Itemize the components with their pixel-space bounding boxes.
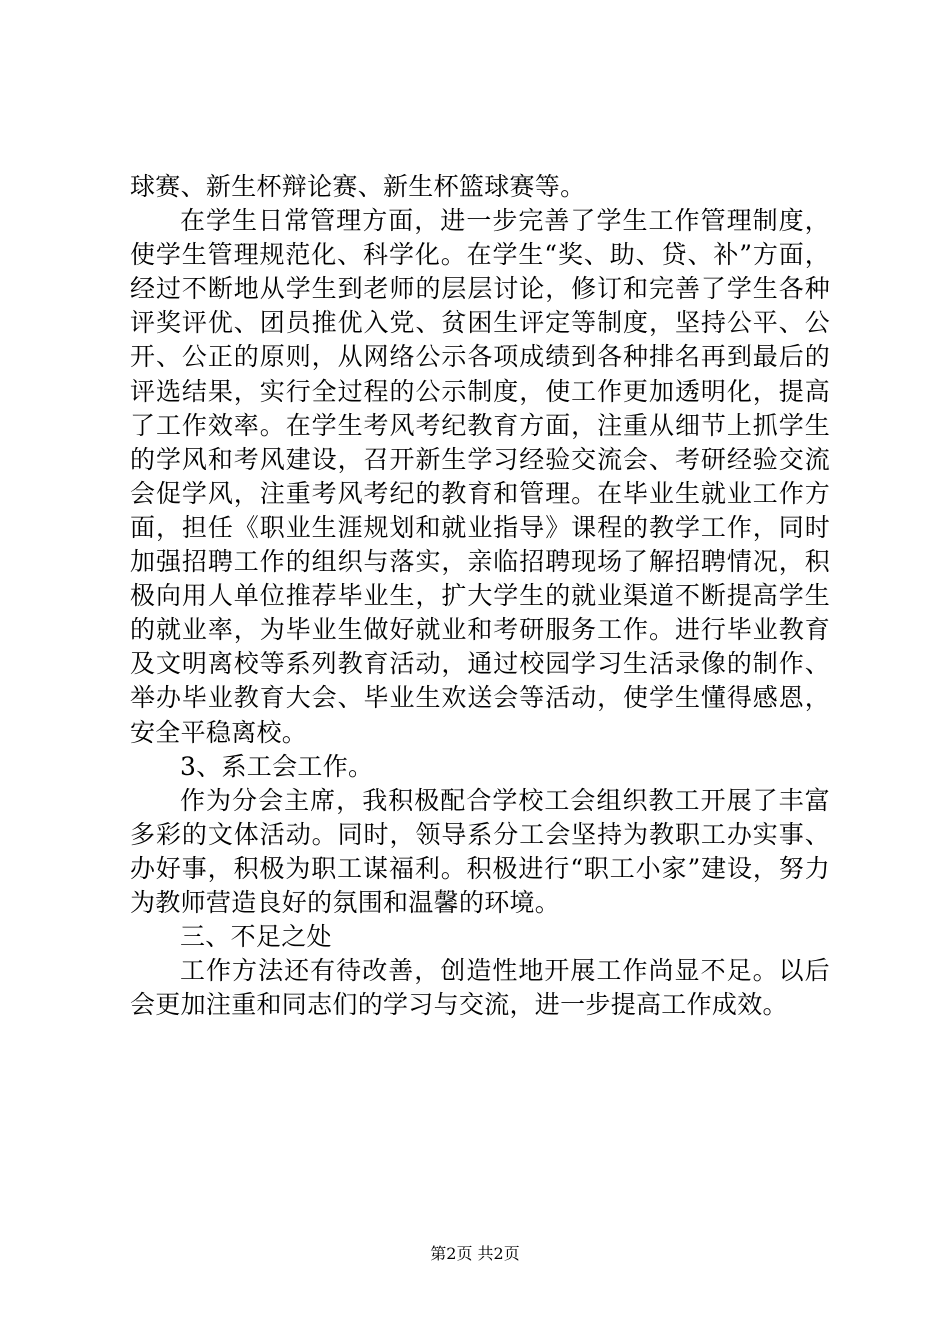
section-heading-union-work: 3、系工会工作。 bbox=[180, 751, 374, 781]
paragraph-sports-events: 球赛、新生杯辩论赛、新生杯篮球赛等。 bbox=[130, 172, 586, 201]
page-number-footer: 第2页 共2页 bbox=[430, 1244, 520, 1263]
document-body bbox=[130, 170, 830, 1022]
section-heading-shortcomings: 三、不足之处 bbox=[180, 922, 332, 952]
paragraph-student-management: 在学生日常管理方面，进一步完善了学生工作管理制度，使学生管理规范化、科学化。在学生“奖、助、贷、补”方面，经过不断地从学生到老师的层层讨论，修订和完善了学生各种评奖评优、团员推优入党、贫困生评定等制度，坚持公平、公开、公正的原则，从网络公示各项成绩到各种排名再到最后的评选结果，实行全过程的公示制度，使工作更加透明化，提高了工作效率。在学生考风考纪教育方面，注重从细节上抓学生的学风和考风建设，召开新生学习经验交流会、考研经验交流会促学风，注重考风考纪的教育和管理。在毕业生就业工作方面，担任《职业生涯规划和就业指导》课程的教学工作，同时加强招聘工作的组织与落实，亲临招聘现场了解招聘情况，积极向用人单位推荐毕业生，扩大学生的就业渠道不断提高学生的就业率，为毕业生做好就业和考研服务工作。进行毕业教育及文明离校等系列教育活动，通过校园学习生活录像的制作、举办毕业教育大会、毕业生欢送会等活动，使学生懂得感恩，安全平稳离校。 bbox=[130, 206, 830, 747]
paragraph-shortcomings: 工作方法还有待改善，创造性地开展工作尚显不足。以后会更加注重和同志们的学习与交流，进一步提高工作成效。 bbox=[130, 956, 830, 1020]
paragraph-union-work: 作为分会主席，我积极配合学校工会组织教工开展了丰富多彩的文体活动。同时，领导系分工会坚持为教职工办实事、办好事，积极为职工谋福利。积极进行“职工小家”建设，努力为教师营造良好的氛围和温馨的环境。 bbox=[130, 785, 830, 917]
